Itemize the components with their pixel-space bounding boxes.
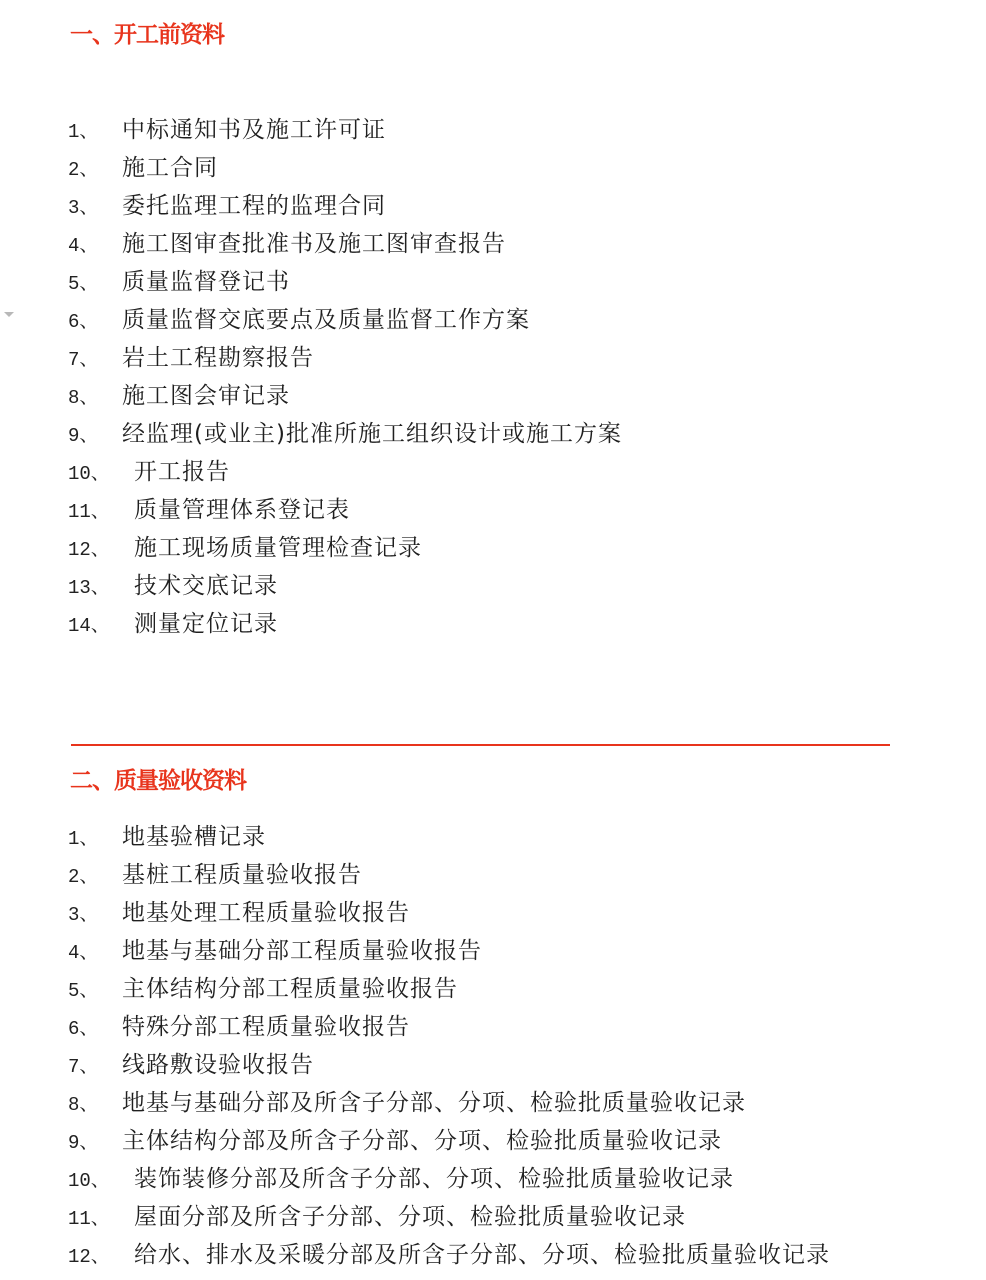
item-number: 14、 xyxy=(68,615,110,637)
item-number: 7、 xyxy=(68,349,99,371)
section-2-title: 二、质量验收资料 xyxy=(70,768,246,794)
list-item xyxy=(68,187,622,225)
item-number: 5、 xyxy=(68,273,99,295)
item-number: 8、 xyxy=(68,387,99,409)
list-item xyxy=(68,339,622,377)
list-item xyxy=(68,1236,830,1274)
item-text: 测量定位记录 xyxy=(134,611,278,637)
item-text: 质量管理体系登记表 xyxy=(134,497,350,523)
list-item xyxy=(68,1008,830,1046)
item-text: 给水、排水及采暖分部及所含子分部、分项、检验批质量验收记录 xyxy=(134,1242,830,1268)
list-item xyxy=(68,818,830,856)
item-text: 特殊分部工程质量验收报告 xyxy=(122,1014,410,1040)
list-item xyxy=(68,1160,830,1198)
item-text: 委托监理工程的监理合同 xyxy=(122,193,386,219)
item-number: 12、 xyxy=(68,1246,110,1268)
pre-construction-document-list xyxy=(68,111,622,643)
item-number: 6、 xyxy=(68,1018,99,1040)
item-number: 9、 xyxy=(68,425,99,447)
item-text: 中标通知书及施工许可证 xyxy=(122,117,386,143)
list-item xyxy=(68,415,622,453)
list-item xyxy=(68,225,622,263)
item-text: 施工合同 xyxy=(122,155,218,181)
list-item xyxy=(68,529,622,567)
list-item xyxy=(68,1122,830,1160)
list-item xyxy=(68,301,622,339)
item-text: 基桩工程质量验收报告 xyxy=(122,862,362,888)
item-text: 地基验槽记录 xyxy=(122,824,266,850)
item-text: 经监理(或业主)批准所施工组织设计或施工方案 xyxy=(122,421,622,447)
item-text: 施工现场质量管理检查记录 xyxy=(134,535,422,561)
item-text: 岩土工程勘察报告 xyxy=(122,345,314,371)
item-number: 10、 xyxy=(68,463,110,485)
item-text: 质量监督交底要点及质量监督工作方案 xyxy=(122,307,530,333)
item-number: 5、 xyxy=(68,980,99,1002)
list-item xyxy=(68,932,830,970)
item-number: 10、 xyxy=(68,1170,110,1192)
item-text: 施工图会审记录 xyxy=(122,383,290,409)
item-text: 地基与基础分部工程质量验收报告 xyxy=(122,938,482,964)
section-1-title: 一、开工前资料 xyxy=(70,22,224,48)
list-item xyxy=(68,453,622,491)
item-number: 13、 xyxy=(68,577,110,599)
item-number: 3、 xyxy=(68,197,99,219)
list-item xyxy=(68,1198,830,1236)
item-number: 9、 xyxy=(68,1132,99,1154)
section-divider xyxy=(71,744,890,746)
list-item xyxy=(68,1084,830,1122)
item-number: 8、 xyxy=(68,1094,99,1116)
item-text: 施工图审查批准书及施工图审查报告 xyxy=(122,231,506,257)
list-item xyxy=(68,567,622,605)
item-number: 11、 xyxy=(68,501,110,523)
list-item xyxy=(68,605,622,643)
item-number: 1、 xyxy=(68,828,99,850)
item-text: 主体结构分部及所含子分部、分项、检验批质量验收记录 xyxy=(122,1128,722,1154)
list-item xyxy=(68,377,622,415)
item-number: 6、 xyxy=(68,311,99,333)
item-text: 地基处理工程质量验收报告 xyxy=(122,900,410,926)
item-number: 1、 xyxy=(68,121,99,143)
item-number: 3、 xyxy=(68,904,99,926)
list-item xyxy=(68,111,622,149)
item-number: 2、 xyxy=(68,866,99,888)
item-text: 主体结构分部工程质量验收报告 xyxy=(122,976,458,1002)
item-number: 12、 xyxy=(68,539,110,561)
item-number: 2、 xyxy=(68,159,99,181)
collapse-arrow-icon xyxy=(4,312,14,317)
item-number: 4、 xyxy=(68,942,99,964)
item-number: 11、 xyxy=(68,1208,110,1230)
list-item xyxy=(68,856,830,894)
list-item xyxy=(68,894,830,932)
list-item xyxy=(68,263,622,301)
list-item xyxy=(68,491,622,529)
item-text: 线路敷设验收报告 xyxy=(122,1052,314,1078)
quality-acceptance-document-list xyxy=(68,818,830,1274)
list-item xyxy=(68,1046,830,1084)
list-item xyxy=(68,970,830,1008)
item-text: 开工报告 xyxy=(134,459,230,485)
item-text: 屋面分部及所含子分部、分项、检验批质量验收记录 xyxy=(134,1204,686,1230)
item-text: 装饰装修分部及所含子分部、分项、检验批质量验收记录 xyxy=(134,1166,734,1192)
item-text: 地基与基础分部及所含子分部、分项、检验批质量验收记录 xyxy=(122,1090,746,1116)
list-item xyxy=(68,149,622,187)
item-text: 技术交底记录 xyxy=(134,573,278,599)
item-number: 4、 xyxy=(68,235,99,257)
item-number: 7、 xyxy=(68,1056,99,1078)
item-text: 质量监督登记书 xyxy=(122,269,290,295)
